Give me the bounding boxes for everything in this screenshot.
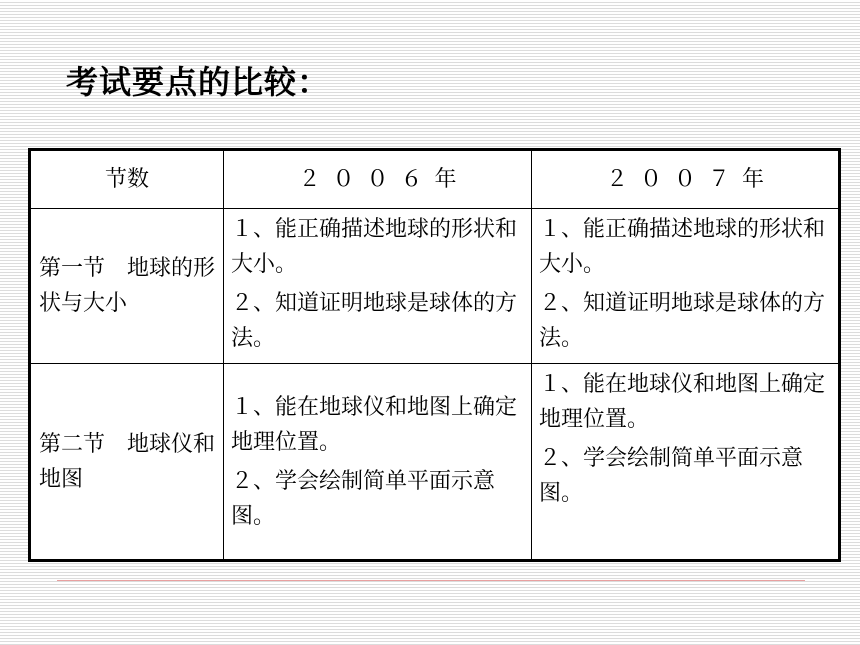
- point-2: ２、学会绘制简单平面示意图。: [231, 468, 496, 529]
- table-header-row: [30, 150, 840, 209]
- point-1: １、能正确描述地球的形状和大小。: [231, 217, 518, 277]
- section-label: 第一节 地球的形状与大小: [39, 256, 216, 316]
- header-2007: ２００７年: [532, 150, 840, 209]
- section-cell: [30, 364, 224, 561]
- point-2: ２、知道证明地球是球体的方法。: [231, 291, 518, 351]
- table-row: [30, 209, 840, 364]
- footer-divider: [57, 580, 805, 581]
- cell-2007: [532, 364, 840, 561]
- section-label: 第二节 地球仪和地图: [39, 431, 216, 492]
- cell-2006: [224, 364, 532, 561]
- section-cell: [30, 209, 224, 364]
- header-section: 节数: [30, 150, 224, 209]
- point-1: １、能在地球仪和地图上确定地理位置。: [539, 372, 826, 432]
- slide-title: 考试要点的比较：: [66, 63, 331, 101]
- point-1: １、能在地球仪和地图上确定地理位置。: [231, 394, 518, 455]
- header-2006: ２００６年: [224, 150, 532, 209]
- comparison-table: [28, 148, 841, 562]
- point-2: ２、学会绘制简单平面示意图。: [539, 446, 804, 506]
- table-row: [30, 364, 840, 561]
- cell-2006: [224, 209, 532, 364]
- point-2: ２、知道证明地球是球体的方法。: [539, 291, 826, 351]
- cell-2007: [532, 209, 840, 364]
- point-1: １、能正确描述地球的形状和大小。: [539, 217, 826, 277]
